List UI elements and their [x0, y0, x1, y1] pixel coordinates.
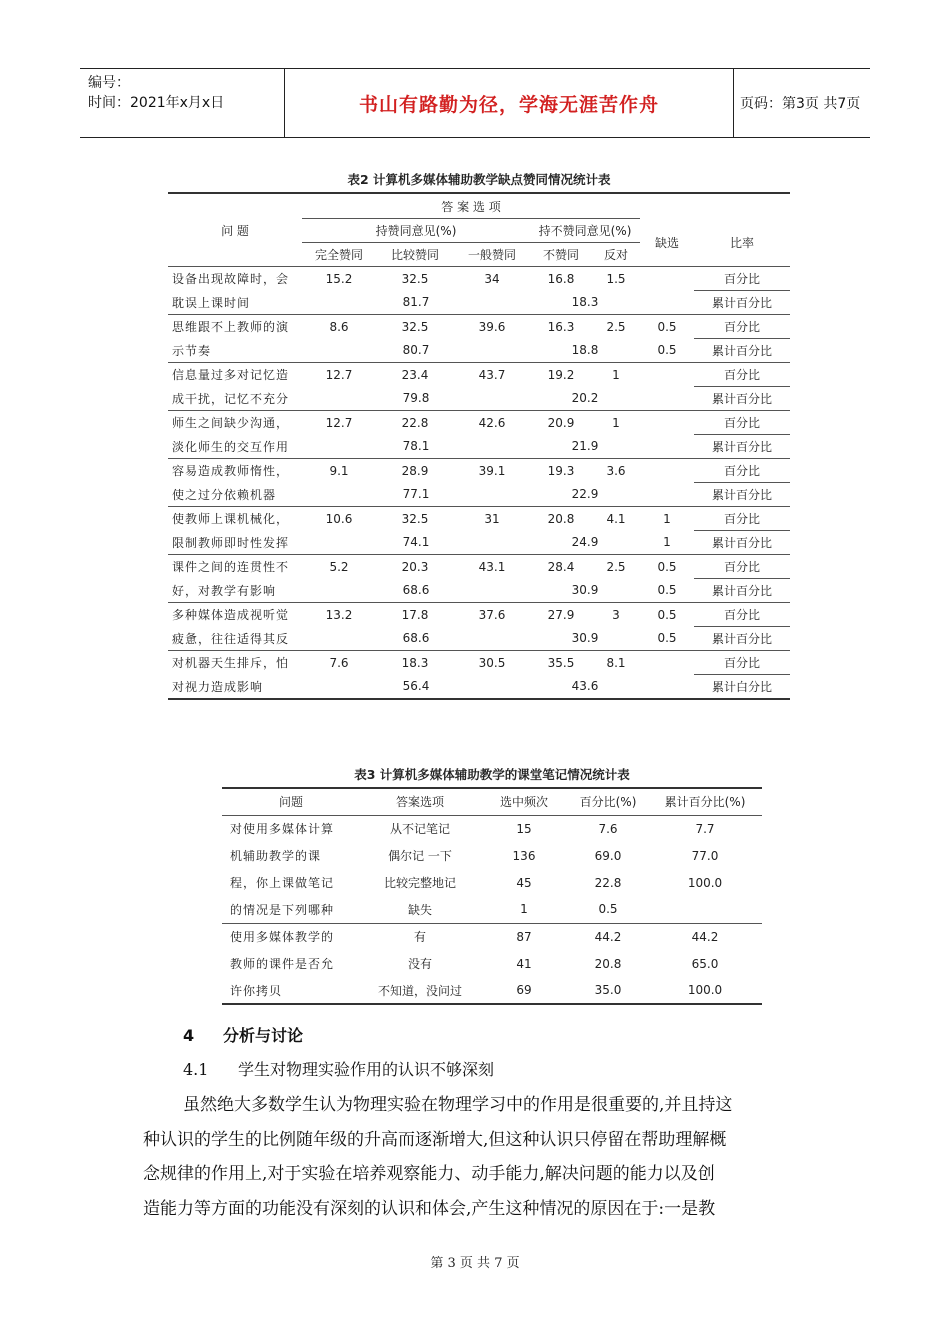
value-cell: 17.8: [401, 607, 429, 622]
ratio-label: 累计百分比: [694, 435, 790, 459]
table-row: [168, 675, 790, 699]
header-number-label: 编号：: [88, 75, 130, 91]
missing-cell: [640, 651, 694, 675]
table2-caption: 表2 计算机多媒体辅助教学缺点赞同情况统计表: [347, 172, 611, 187]
agree-total-cell: 68.6: [302, 579, 530, 603]
disagree-total-cell: 18.3: [530, 291, 640, 315]
ratio-label: 百分比: [694, 555, 790, 579]
table2-header-agree: 持赞同意见(%): [302, 219, 530, 243]
question-line: 设备出现故障时，会: [172, 272, 290, 287]
value-cell: 比较完整地记: [383, 876, 456, 890]
missing-cell: 0.5: [640, 339, 694, 363]
value-cell: 27.9: [547, 607, 575, 622]
value-cell: 37.6: [478, 607, 506, 622]
question-line: 对使用多媒体计算: [230, 822, 335, 837]
ratio-label: 百分比: [694, 411, 790, 435]
missing-cell: 1: [663, 511, 671, 526]
subsection-number: 4.1: [183, 1060, 209, 1079]
value-cell: 2.5: [606, 319, 626, 334]
page-header: [80, 68, 870, 138]
agree-total-cell: 77.1: [302, 483, 530, 507]
disagree-total-cell: 43.6: [571, 679, 599, 693]
question-line: 对机器天生排斥，怕: [172, 656, 290, 671]
table-row: [222, 869, 762, 896]
value-cell: 9.1: [329, 463, 349, 478]
value-cell: 7.6: [598, 821, 618, 836]
table-row: [168, 483, 790, 507]
missing-cell: 0.5: [657, 319, 677, 334]
table2-header-disagree: 持不赞同意见(%): [530, 219, 640, 243]
question-line: 使之过分依赖机器: [168, 483, 302, 507]
page-footer: 第 3 页 共 7 页: [430, 1256, 520, 1271]
missing-cell: 0.5: [657, 607, 677, 622]
agree-total-cell: 79.8: [302, 387, 530, 411]
value-cell: 4.1: [606, 511, 626, 526]
table2-header-answer-options: 答 案 选 项: [302, 193, 640, 219]
table-row: [168, 339, 790, 363]
value-cell: 从不记笔记: [389, 822, 450, 837]
value-cell: 0.5: [568, 896, 648, 923]
value-cell: 16.8: [547, 271, 575, 286]
value-cell: 87: [516, 929, 532, 944]
ratio-label: 百分比: [694, 267, 790, 291]
table-row: [168, 507, 790, 531]
value-cell: 1: [612, 367, 620, 382]
value-cell: 5.2: [329, 559, 349, 574]
paragraph-line: 种认识的学生的比例随年级的升高而逐渐增大,但这种认识只停留在帮助理解概: [143, 1129, 727, 1150]
value-cell: 45: [516, 875, 532, 890]
value-cell: 8.1: [606, 655, 626, 670]
agree-total-cell: 81.7: [302, 291, 530, 315]
table-row: [168, 627, 790, 651]
value-cell: 有: [413, 930, 426, 945]
missing-cell: [640, 363, 694, 387]
subsection-heading: [183, 1057, 494, 1080]
table-row: [168, 291, 790, 315]
value-cell: 15: [516, 821, 532, 836]
missing-cell: 1: [640, 531, 694, 555]
table3-header: 答案选项: [360, 788, 480, 815]
missing-cell: [640, 675, 694, 699]
value-cell: 136: [512, 848, 536, 863]
table-row: [222, 815, 762, 842]
missing-cell: [640, 435, 694, 459]
ratio-label: 累计百分比: [694, 483, 790, 507]
question-line: 使用多媒体教学的: [230, 930, 335, 945]
value-cell: 12.7: [325, 415, 353, 430]
disagree-total-cell: 30.9: [530, 627, 640, 651]
question-line: 对视力造成影响: [172, 679, 264, 694]
table-row: [222, 923, 762, 950]
question-line: 疲惫，往往适得其反: [168, 627, 302, 651]
header-page-label: 页码：第3页 共7页: [740, 96, 861, 112]
agree-total-cell: 68.6: [302, 627, 530, 651]
missing-cell: 0.5: [657, 559, 677, 574]
value-cell: 100.0: [687, 875, 723, 890]
table2-col-header: 反对: [592, 243, 640, 267]
value-cell: 32.5: [401, 319, 429, 334]
ratio-label: 百分比: [694, 315, 790, 339]
question-line: 机辅助教学的课: [230, 849, 322, 863]
question-line: 思维跟不上教师的演: [172, 320, 290, 335]
question-line: 多种媒体造成视听觉: [172, 608, 290, 623]
value-cell: 32.5: [401, 511, 429, 526]
value-cell: 不知道，没问过: [377, 983, 462, 998]
table3-header: 百分比(%): [568, 788, 648, 815]
table-row: [168, 459, 790, 483]
value-cell: 缺失: [360, 896, 480, 923]
header-motto: 书山有路勤为径，学海无涯苦作舟: [284, 69, 734, 137]
table2-col-header: 一般赞同: [454, 243, 530, 267]
value-cell: 20.8: [547, 511, 575, 526]
value-cell: 19.2: [547, 367, 575, 382]
value-cell: 2.5: [606, 559, 626, 574]
value-cell: 没有: [407, 957, 432, 971]
table-row: [168, 315, 790, 339]
question-line: 淡化师生的交互作用: [168, 435, 302, 459]
agree-total-cell: 80.7: [302, 339, 530, 363]
value-cell: 39.1: [478, 463, 506, 478]
value-cell: 77.0: [691, 848, 719, 863]
value-cell: 44.2: [594, 929, 622, 944]
value-cell: 13.2: [325, 607, 353, 622]
value-cell: 22.8: [401, 415, 429, 430]
paragraph-line: 虽然绝大多数学生认为物理实验在物理学习中的作用是很重要的,并且持这: [183, 1095, 733, 1115]
table-row: [168, 555, 790, 579]
agree-total-cell: 78.1: [302, 435, 530, 459]
table-row: [222, 896, 762, 923]
value-cell: 100.0: [687, 983, 723, 997]
section-title: 分析与讨论: [223, 1026, 304, 1045]
value-cell: 偶尔记 一下: [388, 849, 452, 863]
table-row: [222, 842, 762, 869]
table3-caption: 表3 计算机多媒体辅助教学的课堂笔记情况统计表: [354, 767, 630, 782]
table-row: [168, 411, 790, 435]
section-heading: [183, 1023, 303, 1046]
ratio-label: 累计百分比: [694, 339, 790, 363]
question-line: 师生之间缺少沟通，: [172, 416, 290, 431]
question-line: 教师的课件是否允: [230, 957, 335, 971]
value-cell: 35.0: [594, 983, 622, 997]
value-cell: 43.1: [478, 559, 506, 574]
value-cell: 22.8: [594, 875, 622, 890]
ratio-label: 累计百分比: [694, 579, 790, 603]
value-cell: [648, 896, 762, 923]
missing-cell: [640, 387, 694, 411]
value-cell: 30.5: [478, 655, 506, 670]
question-line: 容易造成教师惰性，: [172, 464, 290, 479]
ratio-label: 累计百分比: [694, 531, 790, 555]
table-row: [168, 267, 790, 291]
agree-total-cell: 74.1: [302, 531, 530, 555]
paragraph-line: 念规律的作用上,对于实验在培养观察能力、动手能力,解决问题的能力以及创: [143, 1164, 715, 1184]
missing-cell: 0.5: [640, 579, 694, 603]
missing-cell: [640, 291, 694, 315]
table2-header-missing: 缺选: [640, 219, 694, 267]
table2-header-ratio: 比率: [694, 219, 790, 267]
missing-cell: [640, 459, 694, 483]
value-cell: 19.3: [547, 463, 575, 478]
value-cell: 35.5: [547, 655, 575, 670]
value-cell: 1: [480, 896, 568, 923]
subsection-title: 学生对物理实验作用的认识不够深刻: [238, 1060, 495, 1079]
question-line: 的情况是下列哪种: [222, 896, 360, 923]
table-row: [222, 977, 762, 1004]
disagree-total-cell: 24.9: [530, 531, 640, 555]
value-cell: 34: [484, 271, 500, 286]
table3-header: 选中频次: [480, 788, 568, 815]
ratio-label: 累计百分比: [694, 291, 790, 315]
value-cell: 10.6: [325, 511, 353, 526]
value-cell: 12.7: [325, 367, 353, 382]
ratio-label: 累计百分比: [694, 387, 790, 411]
question-line: 信息量过多对记忆造: [172, 368, 290, 383]
question-line: 程，你上课做笔记: [230, 876, 335, 890]
body-paragraph: [143, 1088, 813, 1226]
disagree-total-cell: 30.9: [530, 579, 640, 603]
question-line: 课件之间的连贯性不: [172, 560, 290, 575]
question-line: 限制教师即时性发挥: [168, 531, 302, 555]
question-line: 许你拷贝: [230, 983, 283, 998]
table3: [222, 787, 762, 1005]
value-cell: 43.7: [478, 367, 506, 382]
value-cell: 1: [612, 415, 620, 430]
value-cell: 69: [516, 983, 532, 997]
question-line: 示节奏: [168, 339, 302, 363]
missing-cell: [640, 267, 694, 291]
header-info: [88, 73, 284, 113]
table2-col-header: 完全赞同: [302, 243, 376, 267]
value-cell: 20.9: [547, 415, 575, 430]
ratio-label: 百分比: [694, 507, 790, 531]
disagree-total-cell: 20.2: [530, 387, 640, 411]
ratio-label: 百分比: [694, 651, 790, 675]
missing-cell: [640, 483, 694, 507]
value-cell: 28.4: [547, 559, 575, 574]
paragraph-line: 造能力等方面的功能没有深刻的认识和体会,产生这种情况的原因在于:一是教: [143, 1198, 716, 1219]
ratio-label: 百分比: [694, 459, 790, 483]
value-cell: 28.9: [401, 463, 429, 478]
section-number: 4: [183, 1026, 195, 1045]
table-row: [168, 603, 790, 627]
value-cell: 65.0: [691, 956, 719, 971]
value-cell: 7.6: [329, 655, 349, 670]
question-line: 好，对教学有影响: [168, 579, 302, 603]
value-cell: 39.6: [478, 319, 506, 334]
value-cell: 23.4: [401, 367, 429, 382]
ratio-label: 百分比: [694, 363, 790, 387]
missing-cell: [640, 411, 694, 435]
value-cell: 15.2: [325, 271, 353, 286]
value-cell: 7.7: [695, 821, 715, 836]
agree-total-cell: 56.4: [402, 679, 430, 693]
table-row: [168, 387, 790, 411]
table-row: [168, 579, 790, 603]
value-cell: 1.5: [606, 271, 626, 286]
question-line: 耽误上课时间: [168, 291, 302, 315]
ratio-label: 累计百分比: [694, 627, 790, 651]
value-cell: 32.5: [401, 271, 429, 286]
ratio-label: 百分比: [694, 603, 790, 627]
value-cell: 18.3: [401, 655, 429, 670]
question-line: 成干扰，记忆不充分: [168, 387, 302, 411]
table2: [168, 192, 790, 700]
value-cell: 31: [484, 511, 500, 526]
table-row: [222, 950, 762, 977]
table-row: [168, 435, 790, 459]
missing-cell: 0.5: [640, 627, 694, 651]
disagree-total-cell: 18.8: [530, 339, 640, 363]
value-cell: 41: [516, 956, 532, 971]
table2-header-question: 问 题: [168, 193, 302, 267]
value-cell: 8.6: [329, 319, 349, 334]
value-cell: 3.6: [606, 463, 626, 478]
value-cell: 20.3: [401, 559, 429, 574]
value-cell: 69.0: [594, 848, 622, 863]
table2-col-header: 不赞同: [530, 243, 592, 267]
table3-header: 累计百分比(%): [648, 788, 762, 815]
header-date-label: 时间：2021年x月x日: [88, 95, 225, 111]
value-cell: 44.2: [691, 929, 719, 944]
ratio-label: 累计白分比: [711, 679, 772, 694]
question-line: 使教师上课机械化，: [172, 512, 290, 527]
value-cell: 20.8: [594, 956, 622, 971]
table2-col-header: 比较赞同: [376, 243, 454, 267]
table-row: [168, 363, 790, 387]
table-row: [168, 651, 790, 675]
value-cell: 3: [612, 607, 620, 622]
table-row: [168, 531, 790, 555]
disagree-total-cell: 22.9: [530, 483, 640, 507]
value-cell: 42.6: [478, 415, 506, 430]
value-cell: 16.3: [547, 319, 575, 334]
table3-header: 问题: [222, 788, 360, 815]
disagree-total-cell: 21.9: [530, 435, 640, 459]
